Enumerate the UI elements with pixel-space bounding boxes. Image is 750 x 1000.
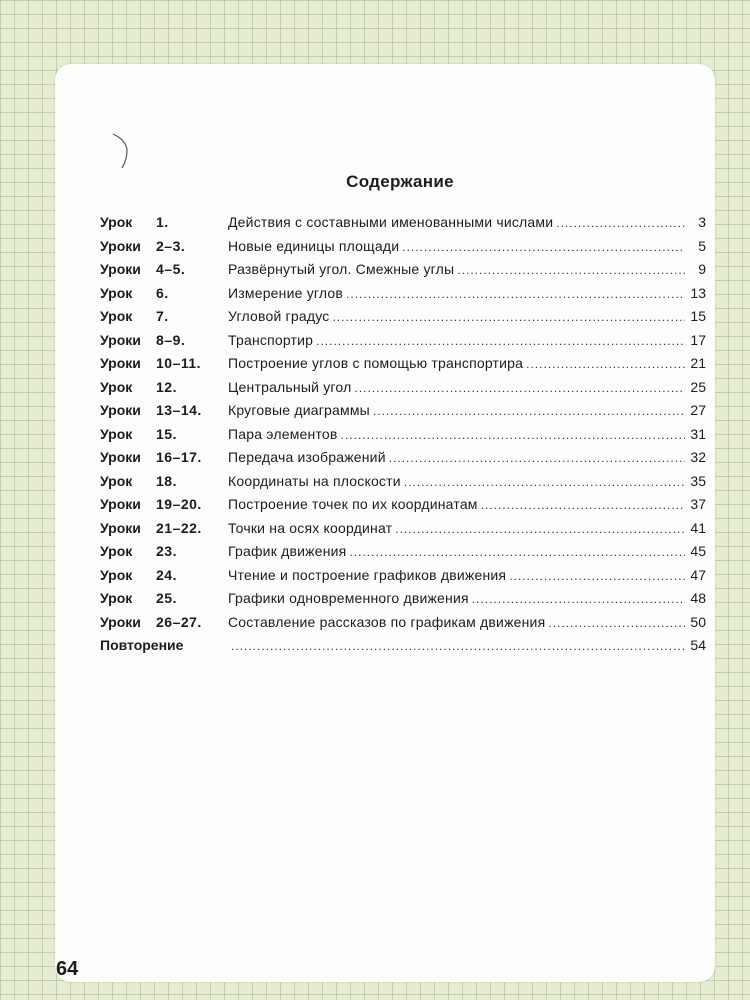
- page-ref: 15: [690, 308, 706, 324]
- lesson-title: Действия с составными именованными числами: [228, 214, 554, 230]
- toc-entry[interactable]: [100, 402, 706, 426]
- lesson-label: Уроки: [100, 496, 141, 512]
- lesson-label: Уроки: [100, 613, 141, 630]
- dot-leader: [556, 216, 685, 230]
- dot-leader: [481, 498, 685, 512]
- lesson-label: Уроки: [100, 331, 141, 348]
- lesson-title: Центральный угол: [228, 378, 352, 395]
- toc-entry[interactable]: [100, 567, 706, 591]
- page-ref: 31: [690, 425, 706, 442]
- lesson-number: 23.: [156, 543, 177, 559]
- lesson-title: Транспортир: [228, 331, 314, 348]
- toc-entry[interactable]: [100, 332, 706, 356]
- page-ref: 5: [698, 237, 706, 254]
- dot-leader: [373, 404, 685, 418]
- toc-entry[interactable]: [100, 473, 706, 497]
- lesson-title: Чтение и построение графиков движения: [228, 566, 507, 583]
- page-ref: 27: [690, 402, 706, 418]
- dot-leader: [316, 334, 685, 348]
- lesson-label: Урок: [100, 425, 133, 442]
- lesson-number: 7.: [156, 308, 169, 324]
- page-ref: 32: [690, 449, 706, 465]
- lesson-label: Урок: [100, 543, 133, 559]
- toc-entry[interactable]: [100, 590, 706, 614]
- page-ref: 50: [690, 613, 706, 630]
- review-label: Повторение: [100, 637, 184, 653]
- lesson-label: Урок: [100, 566, 133, 583]
- lesson-number: 6.: [156, 284, 169, 301]
- page-ref: 54: [690, 637, 706, 653]
- page-ref: 45: [690, 543, 706, 559]
- dot-leader: [509, 569, 685, 583]
- dot-leader: [341, 428, 685, 442]
- lesson-label: Урок: [100, 284, 133, 301]
- dot-leader: [349, 545, 685, 559]
- dot-leader: [346, 287, 685, 301]
- page-ref: 3: [698, 214, 706, 230]
- lesson-number: 18.: [156, 472, 177, 489]
- dot-leader: [404, 475, 685, 489]
- lesson-title: Круговые диаграммы: [228, 402, 370, 418]
- page-ref: 35: [690, 472, 706, 489]
- lesson-label: Уроки: [100, 237, 141, 254]
- lesson-label: Урок: [100, 308, 133, 324]
- toc-entry[interactable]: [100, 543, 706, 567]
- page-title: Содержание: [346, 172, 454, 191]
- lesson-label: Уроки: [100, 402, 141, 418]
- lesson-label: Урок: [100, 214, 133, 230]
- toc-entry[interactable]: [100, 261, 706, 285]
- lesson-title: Пара элементов: [228, 425, 338, 442]
- toc-entry[interactable]: [100, 308, 706, 332]
- page-number: 64: [56, 958, 79, 980]
- toc-entry-review[interactable]: [100, 637, 706, 661]
- lesson-title: Передача изображений: [228, 449, 386, 465]
- dot-leader: [354, 381, 685, 395]
- dot-leader: [231, 639, 685, 653]
- dot-leader: [526, 357, 685, 371]
- lesson-label: Урок: [100, 590, 133, 606]
- corner-mark: [110, 130, 134, 170]
- lesson-label: Уроки: [100, 355, 141, 371]
- lesson-number: 15.: [156, 425, 177, 442]
- page-ref: 17: [690, 331, 706, 348]
- page-ref: 25: [690, 378, 706, 395]
- dot-leader: [389, 451, 685, 465]
- toc-entry[interactable]: [100, 355, 706, 379]
- lesson-title: Координаты на плоскости: [228, 472, 401, 489]
- lesson-number: 21–22.: [156, 519, 202, 536]
- toc-entry[interactable]: [100, 449, 706, 473]
- toc-entry[interactable]: [100, 379, 706, 403]
- lesson-title: Угловой градус: [228, 308, 330, 324]
- page-ref: 9: [698, 261, 706, 277]
- dot-leader: [332, 310, 685, 324]
- toc-entry[interactable]: [100, 614, 706, 638]
- lesson-title: График движения: [228, 543, 347, 559]
- lesson-title: Точки на осях координат: [228, 519, 393, 536]
- page-ref: 47: [690, 566, 706, 583]
- lesson-title: Построение углов с помощью транспортира: [228, 355, 524, 371]
- page-ref: 41: [690, 519, 706, 536]
- lesson-label: Урок: [100, 378, 133, 395]
- toc-entry[interactable]: [100, 426, 706, 450]
- toc-entry[interactable]: [100, 496, 706, 520]
- lesson-number: 4–5.: [156, 261, 186, 277]
- lesson-number: 26–27.: [156, 613, 202, 630]
- lesson-title: Новые единицы площади: [228, 237, 400, 254]
- page-ref: 37: [690, 496, 706, 512]
- lesson-number: 8–9.: [156, 331, 186, 348]
- dot-leader: [472, 592, 685, 606]
- lesson-number: 16–17.: [156, 449, 202, 465]
- lesson-number: 13–14.: [156, 402, 202, 418]
- lesson-title: Построение точек по их координатам: [228, 496, 478, 512]
- lesson-number: 19–20.: [156, 496, 202, 512]
- page-ref: 13: [690, 284, 706, 301]
- toc-entry[interactable]: [100, 285, 706, 309]
- dot-leader: [548, 616, 685, 630]
- toc-entry[interactable]: [100, 214, 706, 238]
- lesson-number: 24.: [156, 566, 177, 583]
- page-ref: 21: [690, 355, 706, 371]
- lesson-number: 10–11.: [156, 355, 202, 371]
- lesson-number: 12.: [156, 378, 177, 395]
- page-ref: 48: [690, 590, 706, 606]
- dot-leader: [457, 263, 685, 277]
- lesson-label: Уроки: [100, 449, 141, 465]
- lesson-label: Уроки: [100, 261, 141, 277]
- lesson-number: 25.: [156, 590, 177, 606]
- lesson-title: Развёрнутый угол. Смежные углы: [228, 261, 455, 277]
- lesson-number: 2–3.: [156, 237, 186, 254]
- lesson-title: Измерение углов: [228, 284, 344, 301]
- lesson-title: Составление рассказов по графикам движения: [228, 613, 546, 630]
- dot-leader: [395, 522, 685, 536]
- table-of-contents: [100, 214, 706, 661]
- lesson-number: 1.: [156, 214, 169, 230]
- dot-leader: [402, 240, 685, 254]
- lesson-label: Уроки: [100, 519, 141, 536]
- toc-entry[interactable]: [100, 238, 706, 262]
- toc-entry[interactable]: [100, 520, 706, 544]
- lesson-title: Графики одновременного движения: [228, 590, 469, 606]
- lesson-label: Урок: [100, 472, 133, 489]
